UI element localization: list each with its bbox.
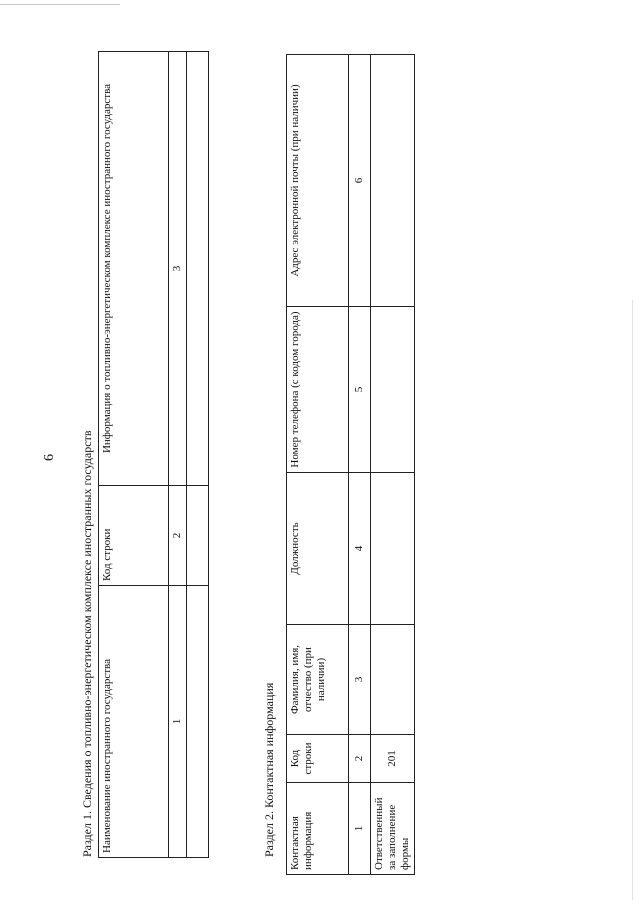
empty-cell: [187, 486, 209, 586]
section-1-title: Раздел 1. Сведения о топливно-энергетическом комплексе иностранных государств: [80, 430, 94, 857]
column-number: 4: [349, 473, 371, 625]
responsible-person-label: Ответственный за заполнение формы: [371, 783, 415, 875]
scan-artifact: [632, 300, 633, 900]
column-number: 5: [349, 307, 371, 473]
section-1-table: [98, 51, 209, 858]
scan-artifact: [0, 4, 120, 5]
header-full-name: Фамилия, имя, отчество (при наличии): [287, 625, 349, 735]
header-email: Адрес электронной почты (при наличии): [287, 55, 349, 307]
column-number-row: [349, 55, 371, 875]
empty-cell: [187, 52, 209, 486]
column-number-row: [169, 52, 187, 858]
column-number: 1: [349, 783, 371, 875]
empty-cell: [187, 586, 209, 858]
column-number: 6: [349, 55, 371, 307]
empty-cell: [371, 625, 415, 735]
table-row: [371, 55, 415, 875]
section-2-title: Раздел 2. Контактная информация: [262, 682, 276, 857]
empty-cell: [371, 55, 415, 307]
column-number: 2: [169, 486, 187, 586]
header-position: Должность: [287, 473, 349, 625]
header-phone: Номер телефона (с кодом города): [287, 307, 349, 473]
empty-cell: [371, 473, 415, 625]
header-contact-info: Контактная информация: [287, 783, 349, 875]
column-number: 2: [349, 735, 371, 783]
column-number: 3: [169, 52, 187, 486]
row-code: 201: [371, 735, 415, 783]
header-row-code: Код строки: [287, 735, 349, 783]
column-number: 1: [169, 586, 187, 858]
page-number: 6: [42, 454, 57, 461]
table-header-row: [287, 55, 349, 875]
header-country-name: Наименование иностранного государства: [99, 586, 169, 858]
section-2-table: [286, 54, 415, 875]
empty-cell: [371, 307, 415, 473]
header-row-code: Код строки: [99, 486, 169, 586]
table-header-row: [99, 52, 169, 858]
table-row: [187, 52, 209, 858]
header-fec-info: Информация о топливно-энергетическом комплексе иностранного государства: [99, 52, 169, 486]
column-number: 3: [349, 625, 371, 735]
